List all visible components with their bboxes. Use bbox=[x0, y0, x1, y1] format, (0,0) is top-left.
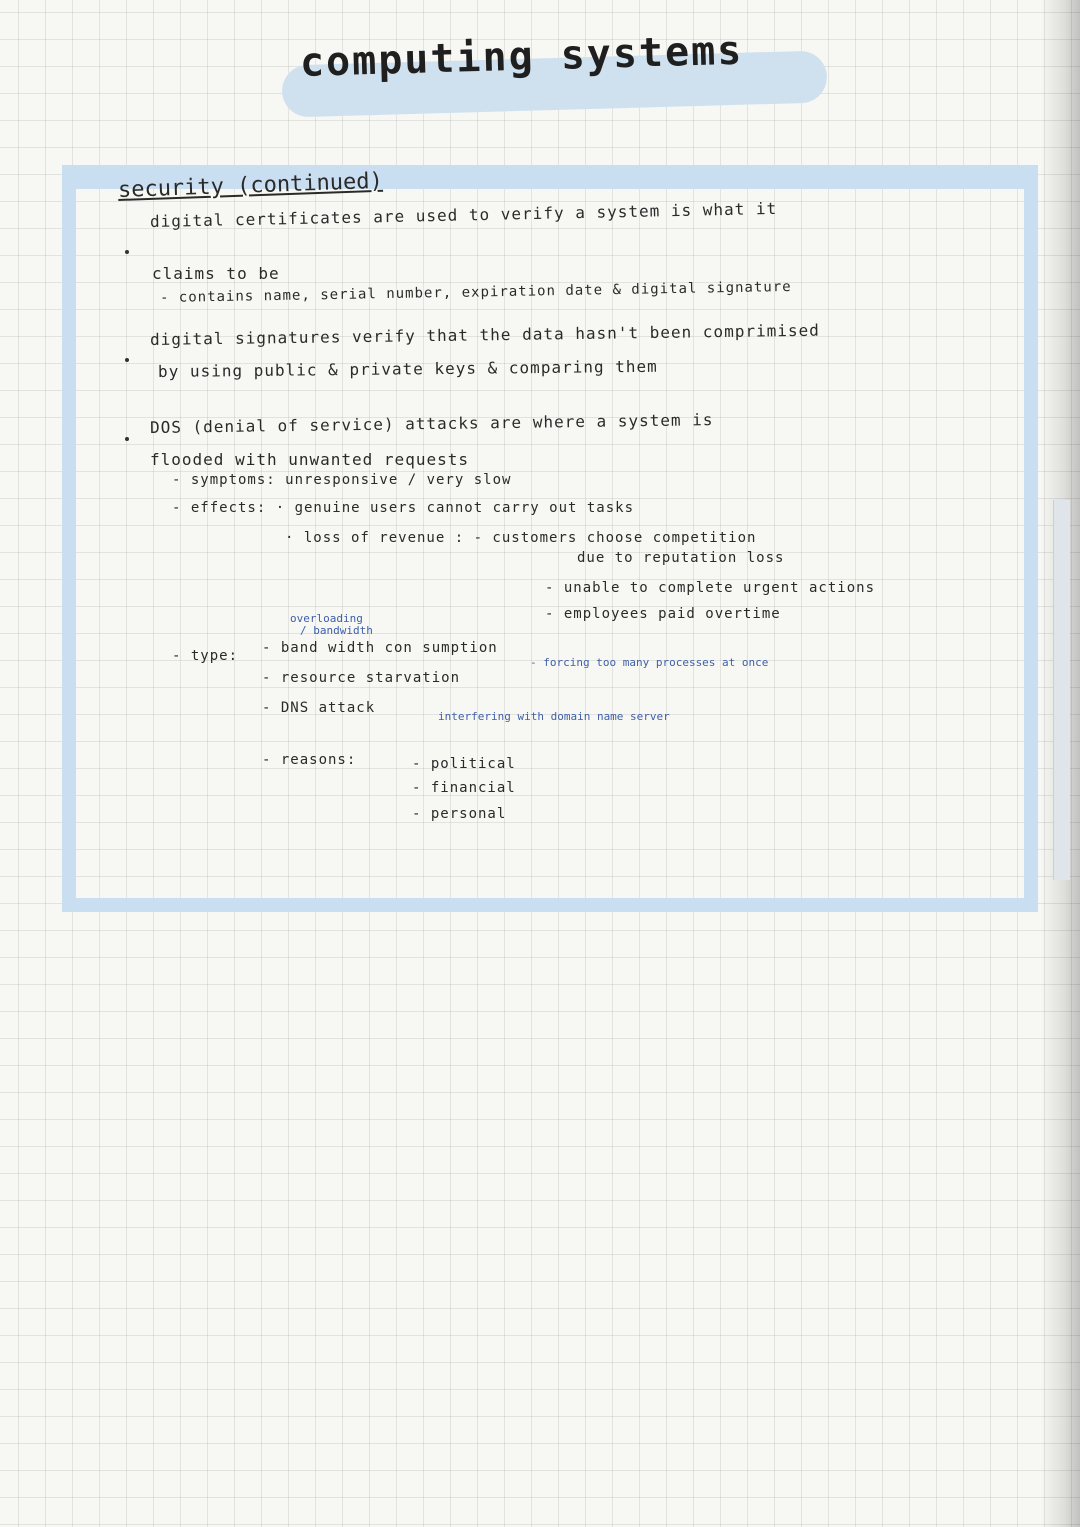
note-reason-item: - financial bbox=[412, 780, 516, 796]
note-line: claims to be bbox=[152, 264, 280, 283]
note-line: flooded with unwanted requests bbox=[150, 450, 469, 469]
note-reason-item: - political bbox=[412, 756, 516, 772]
note-type-item: - band width con sumption bbox=[262, 640, 498, 656]
note-symptoms: - symptoms: unresponsive / very slow bbox=[172, 472, 512, 488]
note-digital-certificates: digital certificates are used to verify a system is what it bbox=[149, 198, 778, 231]
note-effects: - unable to complete urgent actions bbox=[545, 580, 876, 596]
note-effects: due to reputation loss bbox=[577, 550, 785, 566]
note-type-item: - DNS attack bbox=[262, 700, 376, 716]
annotation-dns-attack: interfering with domain name server bbox=[438, 710, 670, 723]
annotation-overloading: overloading bbox=[290, 612, 363, 625]
annotation-resource-starvation: - forcing too many processes at once bbox=[530, 656, 769, 669]
bullet-dot bbox=[125, 358, 129, 362]
note-effects: · loss of revenue : - customers choose competition bbox=[285, 530, 757, 546]
note-reason-item: - personal bbox=[412, 806, 507, 822]
section-heading: security (continued) bbox=[117, 168, 384, 203]
note-digital-signatures: digital signatures verify that the data hasn't been comprimised bbox=[149, 320, 820, 349]
page-tab bbox=[1053, 500, 1070, 880]
note-dos-attacks: DOS (denial of service) attacks are where a system is bbox=[149, 410, 714, 437]
note-effects: - effects: · genuine users cannot carry out tasks bbox=[172, 500, 635, 516]
annotation-bandwidth: / bandwidth bbox=[300, 624, 373, 637]
bullet-dot bbox=[125, 437, 129, 441]
note-type-item: - resource starvation bbox=[262, 670, 461, 686]
note-type-label: - type: bbox=[172, 648, 239, 664]
note-line: by using public & private keys & comparing them bbox=[157, 356, 658, 381]
note-reasons-label: - reasons: bbox=[262, 752, 357, 768]
note-effects: - employees paid overtime bbox=[545, 606, 781, 622]
note-sub-contains: - contains name, serial number, expiration date & digital signature bbox=[159, 278, 792, 306]
page-title: computing systems bbox=[299, 27, 744, 86]
bullet-dot bbox=[125, 250, 129, 254]
